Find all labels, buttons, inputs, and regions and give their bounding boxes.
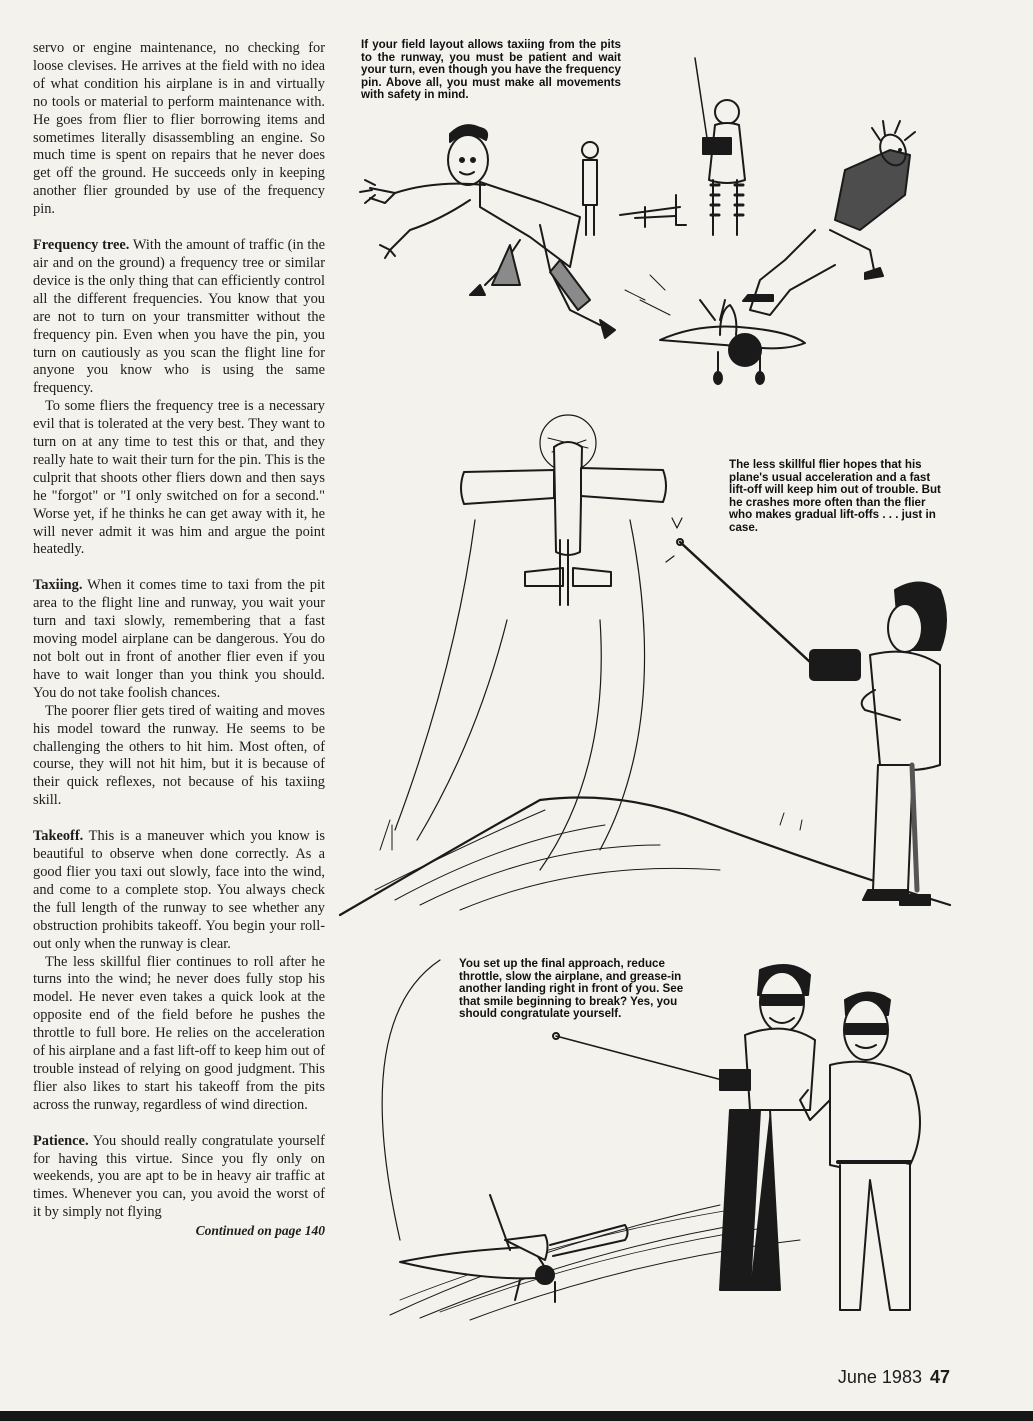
- takeoff-paragraph: [33, 828, 325, 953]
- distant-flier-figure: [582, 142, 598, 235]
- recoiling-flier-figure: [743, 121, 915, 315]
- continued-note: Continued on page 140: [195, 1223, 325, 1239]
- frequency-tree-heading: Frequency tree.: [33, 237, 130, 254]
- transmitter-flier-figure: [695, 58, 745, 235]
- landing-caption: You set up the final approach, reduce throttle, slow the airplane, and grease-in another landing right in front of you. See that smile beginning to break? Yes, you should congratulate yourself.: [459, 957, 684, 1021]
- worried-flier-figure: [810, 583, 946, 906]
- frequency-tree-text: With the amount of traffic (in the air and on the ground) a frequency tree or similar device is the only thing that can efficiently control all the different frequencies. You know that you are not to turn on your transmitter without the frequency pin. Even when you have the pin, you turn on cautiously as you scan the flight line for anyone you know who is using the same frequency.: [33, 237, 325, 397]
- article-column: [33, 40, 325, 1240]
- takeoff-paragraph-2: The less skillful flier continues to roll after he turns into the wind; he never does fully stop his model. He never even takes a quick look at the opposite end of the field before he pushes the throttle to full bore. He relies on the acceleration of his airplane and a fast lift-off to keep him out of trouble instead of relying on good judgment. This flier also likes to start his takeoff from the pits across the runway, regardless of wind direction.: [33, 953, 325, 1113]
- takeoff-caption: The less skillful flier hopes that his plane's usual acceleration and a fast lift-off will keep him out of trouble. But he crashes more often than the flier who makes gradual lift-offs . . . just in case.: [729, 458, 941, 534]
- landing-airplane: [400, 1195, 628, 1302]
- taxiing-text: When it comes time to taxi from the pit area to the flight line and runway, you wait your turn and taxi slowly, remembering that a fast moving model airplane can be dangerous. You do not bolt out in front of another flier even if you have to wait longer than you think you should. You do not take foolish chances.: [33, 577, 326, 701]
- taxiing-heading: Taxiing.: [33, 577, 83, 594]
- thumbs-up-friend-figure: [800, 993, 920, 1311]
- page-number: 47: [929, 1367, 950, 1387]
- climbing-airplane: [461, 415, 666, 605]
- takeoff-heading: Takeoff.: [33, 828, 84, 845]
- issue-date: June 1983: [837, 1367, 922, 1387]
- frequency-tree-paragraph: [33, 237, 325, 398]
- takeoff-text: This is a maneuver which you know is beautiful to observe when done correctly. As a good flier you taxi out slowly, face into the wind, and come to a complete stop. You always check the full length of the runway to see whether any obstruction prohibits takeoff. You begin your roll-out only when the runway is clear.: [33, 828, 325, 952]
- approach-path-line: [382, 960, 440, 1240]
- taxiing-airplane: [625, 275, 805, 384]
- landing-cartoon-illustration: [340, 945, 990, 1325]
- intro-paragraph: servo or engine maintenance, no checking for loose clevises. He arrives at the field with no idea of what condition his airplane is in and virtually no tools or material to perform maintenance with. He goes from flier to flier borrowing items and sometimes literally disassembling an engine. So much time is spent on repairs that he never does get off the ground. He succeeds only in keeping another flier grounded by use of the frequency pin.: [33, 40, 325, 218]
- page-bottom-edge: [0, 1411, 1033, 1421]
- running-flier-figure: [360, 125, 615, 338]
- takeoff-cartoon-illustration: [335, 420, 1015, 925]
- taxiing-cartoon-illustration: [355, 40, 825, 390]
- page-footer: [790, 1367, 950, 1388]
- taxi-caption: If your field layout allows taxiing from the pits to the runway, you must be patient and wait your turn, even though you have the frequency pin. Above all, you must make all movements with safety in mind.: [361, 38, 621, 102]
- patience-heading: Patience.: [33, 1132, 89, 1149]
- parked-plane: [620, 195, 686, 227]
- patience-text: You should really congratulate yourself for having this virtue. Since you fly only on weekends, you are apt to be in heavy air traffic at times. Whenever you can, you avoid the worst of it by simply not flying: [33, 1132, 325, 1221]
- patience-paragraph: [33, 1133, 325, 1223]
- smiling-flier-figure: [553, 965, 815, 1290]
- taxiing-paragraph: [33, 577, 325, 702]
- frequency-tree-paragraph-2: To some fliers the frequency tree is a necessary evil that is tolerated at the very best. They want to turn on at any time to test this or that, and they really hate to wait their turn for the pin. This is the culprit that shoots other fliers down and then says he "forgot" or "I only switched on for a second." Worse yet, if he thinks he can get away with it, he will never admit it was him and argue the point heatedly.: [33, 398, 325, 558]
- taxiing-paragraph-2: The poorer flier gets tired of waiting and moves his model toward the runway. He seems to be challenging the others to hit him. Most often, of course, they will not hit him, but it is because of their quick reflexes, not because of his taxiing skill.: [33, 702, 325, 809]
- transmitter-antenna: [666, 518, 810, 662]
